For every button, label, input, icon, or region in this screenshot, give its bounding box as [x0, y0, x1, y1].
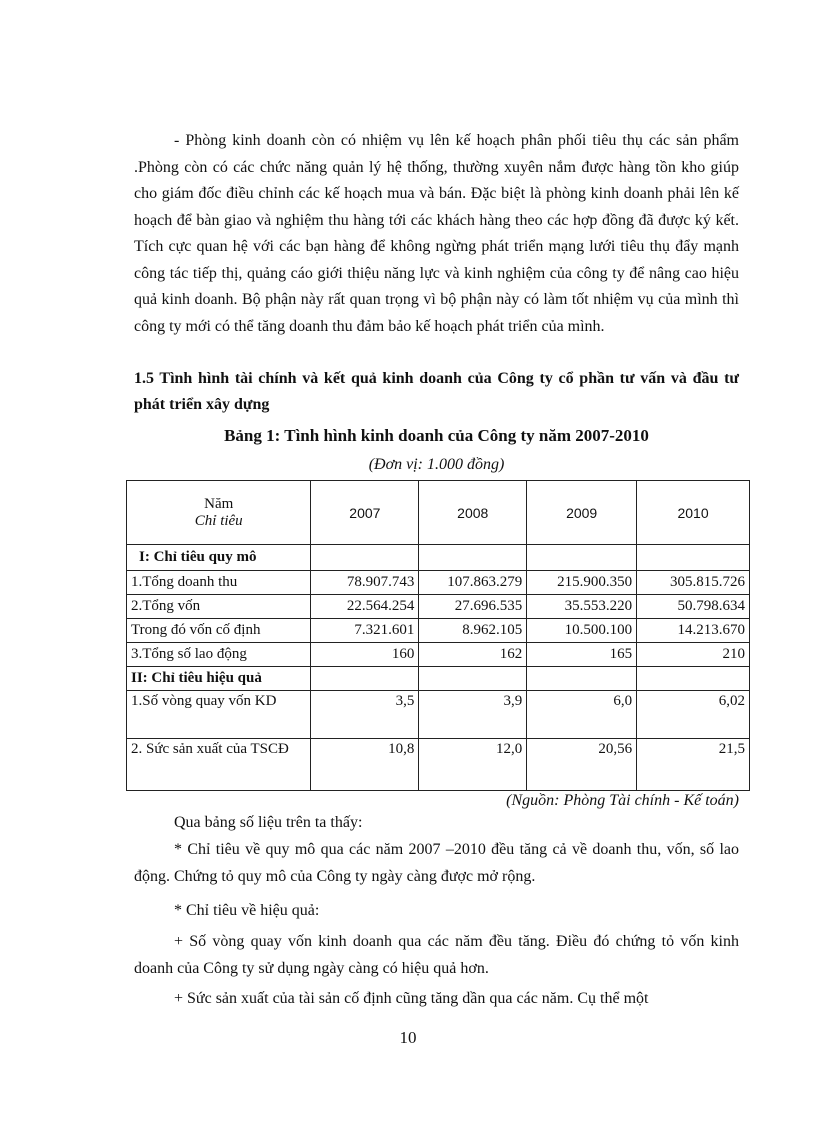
row-label: 1.Tổng doanh thu [127, 571, 311, 595]
cell: 10,8 [311, 739, 419, 791]
cell: 8.962.105 [419, 619, 527, 643]
table-row [127, 739, 750, 791]
year-2009: 2009 [527, 481, 637, 545]
section-row [127, 667, 750, 691]
table-row [127, 619, 750, 643]
source-note: (Nguồn: Phòng Tài chính - Kế toán) [506, 792, 739, 809]
body-paragraph: * Chỉ tiêu về quy mô qua các năm 2007 –2010 đều tăng cả về doanh thu, vốn, số lao động. Chứng tỏ quy mô của Công ty ngày càng được mở rộng. [134, 841, 739, 885]
table-row [127, 691, 750, 739]
cell: 78.907.743 [311, 571, 419, 595]
cell: 210 [637, 643, 750, 667]
header-indicator-label: Chỉ tiêu [194, 512, 243, 529]
section-label-scale: I: Chỉ tiêu quy mô [127, 545, 311, 571]
cell: 6,0 [527, 691, 637, 739]
cell: 35.553.220 [527, 595, 637, 619]
cell: 21,5 [637, 739, 750, 791]
body-paragraph: Qua bảng số liệu trên ta thấy: [174, 814, 363, 831]
row-label: 2. Sức sản xuất của TSCĐ [127, 739, 311, 791]
table-caption: Bảng 1: Tình hình kinh doanh của Công ty năm 2007-2010 [224, 426, 649, 445]
body-paragraph: * Chỉ tiêu về hiệu quả: [174, 902, 320, 919]
header-year-label: Năm [204, 495, 234, 512]
cell: 7.321.601 [311, 619, 419, 643]
cell: 160 [311, 643, 419, 667]
cell: 27.696.535 [419, 595, 527, 619]
year-2010: 2010 [637, 481, 750, 545]
cell: 14.213.670 [637, 619, 750, 643]
section-heading: 1.5 Tình hình tài chính và kết quả kinh doanh của Công ty cổ phần tư vấn và đầu tư phát triển xây dựng [134, 370, 739, 413]
intro-paragraph: - Phòng kinh doanh còn có nhiệm vụ lên kế hoạch phân phối tiêu thụ các sản phẩm .Phòng còn có các chức năng quản lý hệ thống, thường xuyên nắm được hàng tồn kho giúp cho giám đốc điều chỉnh các kế hoạch mua và bán. Đặc biệt là phòng kinh doanh phải lên kế hoạch để bàn giao và nghiệm thu hàng tới các khách hàng theo các hợp đồng đã được ký kết. Tích cực quan hệ với các bạn hàng để không ngừng phát triển mạng lưới tiêu thụ đẩy mạnh công tác tiếp thị, quảng cáo giới thiệu năng lực và kinh nghiệm của công ty để nâng cao hiệu quả kinh doanh. Bộ phận này rất quan trọng vì bộ phận này có làm tốt nhiệm vụ của mình thì công ty mới có thể tăng doanh thu đảm bảo kế hoạch phát triển của mình. [134, 132, 739, 335]
table-header-row [127, 481, 750, 545]
section-row [127, 545, 750, 571]
body-paragraph: + Số vòng quay vốn kinh doanh qua các năm đều tăng. Điều đó chứng tỏ vốn kinh doanh của Công ty sử dụng ngày càng có hiệu quả hơn. [134, 933, 739, 977]
year-2008: 2008 [419, 481, 527, 545]
year-2007: 2007 [311, 481, 419, 545]
cell: 305.815.726 [637, 571, 750, 595]
table-row [127, 571, 750, 595]
cell: 215.900.350 [527, 571, 637, 595]
table-row [127, 643, 750, 667]
table-unit: (Đơn vị: 1.000 đồng) [368, 456, 505, 473]
row-label: Trong đó vốn cố định [127, 619, 311, 643]
page-number: 10 [399, 1028, 417, 1047]
table-row [127, 595, 750, 619]
cell: 3,9 [419, 691, 527, 739]
cell: 165 [527, 643, 637, 667]
section-label-efficiency: II: Chỉ tiêu hiệu quả [127, 667, 311, 691]
business-table [126, 480, 750, 791]
cell: 12,0 [419, 739, 527, 791]
row-label: 2.Tổng vốn [127, 595, 311, 619]
cell: 107.863.279 [419, 571, 527, 595]
cell: 20,56 [527, 739, 637, 791]
cell: 50.798.634 [637, 595, 750, 619]
row-label: 3.Tổng số lao động [127, 643, 311, 667]
header-cell-year-indicator [127, 481, 311, 545]
cell: 10.500.100 [527, 619, 637, 643]
cell: 162 [419, 643, 527, 667]
cell: 6,02 [637, 691, 750, 739]
cell: 22.564.254 [311, 595, 419, 619]
row-label: 1.Số vòng quay vốn KD [127, 691, 311, 739]
body-paragraph: + Sức sản xuất của tài sản cố định cũng tăng dần qua các năm. Cụ thể một [174, 990, 649, 1007]
cell: 3,5 [311, 691, 419, 739]
